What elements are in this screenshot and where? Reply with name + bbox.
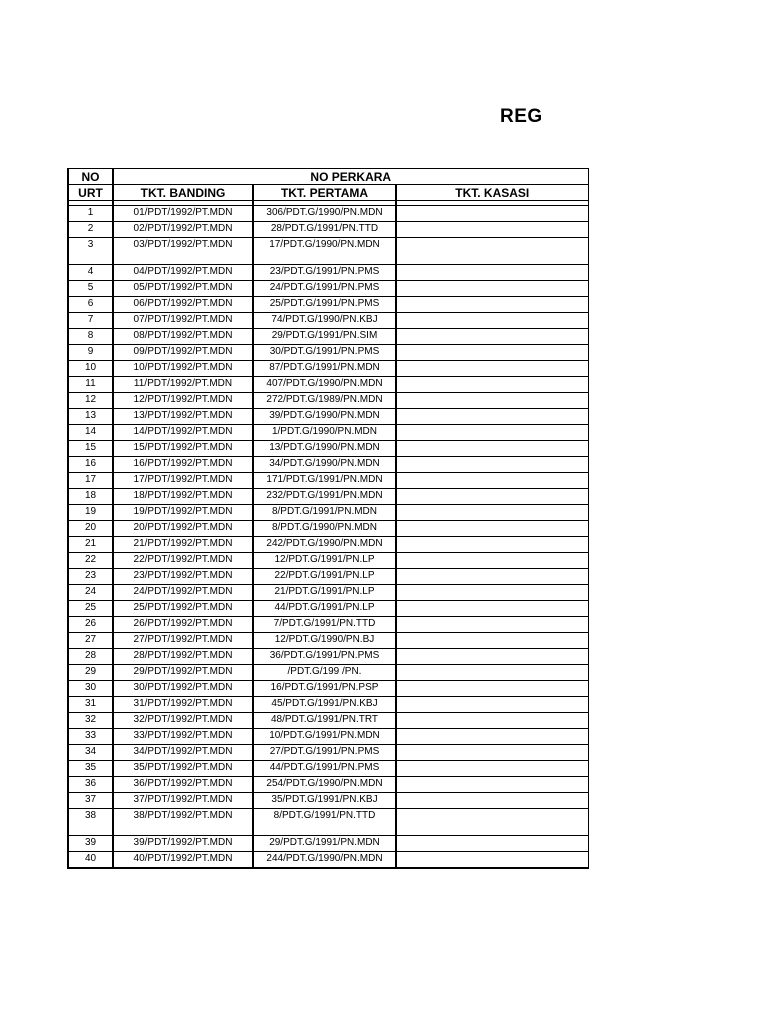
table-row <box>68 729 588 745</box>
row-number-cell: 11 <box>68 377 113 393</box>
table-row <box>68 505 588 521</box>
pertama-number-cell: 7/PDT.G/1991/PN.TTD <box>253 617 396 633</box>
row-number-cell: 37 <box>68 793 113 809</box>
banding-number-cell: 23/PDT/1992/PT.MDN <box>113 569 253 585</box>
pertama-number-cell: 272/PDT.G/1989/PN.MDN <box>253 393 396 409</box>
banding-number-cell: 11/PDT/1992/PT.MDN <box>113 377 253 393</box>
pertama-number-cell: 8/PDT.G/1990/PN.MDN <box>253 521 396 537</box>
pertama-number-cell: 36/PDT.G/1991/PN.PMS <box>253 649 396 665</box>
pertama-number-cell: 16/PDT.G/1991/PN.PSP <box>253 681 396 697</box>
pertama-number-cell: 35/PDT.G/1991/PN.KBJ <box>253 793 396 809</box>
row-number-cell: 13 <box>68 409 113 425</box>
row-number-cell: 23 <box>68 569 113 585</box>
banding-number-cell: 40/PDT/1992/PT.MDN <box>113 852 253 869</box>
pertama-number-cell: 39/PDT.G/1990/PN.MDN <box>253 409 396 425</box>
case-register-table <box>67 168 589 869</box>
kasasi-number-cell <box>396 729 588 745</box>
kasasi-number-cell <box>396 265 588 281</box>
banding-number-cell: 26/PDT/1992/PT.MDN <box>113 617 253 633</box>
banding-number-cell: 31/PDT/1992/PT.MDN <box>113 697 253 713</box>
pertama-number-cell: 24/PDT.G/1991/PN.PMS <box>253 281 396 297</box>
pertama-number-cell: 25/PDT.G/1991/PN.PMS <box>253 297 396 313</box>
banding-number-cell: 09/PDT/1992/PT.MDN <box>113 345 253 361</box>
pertama-number-cell: /PDT.G/199 /PN. <box>253 665 396 681</box>
banding-number-cell: 14/PDT/1992/PT.MDN <box>113 425 253 441</box>
table-row <box>68 761 588 777</box>
kasasi-number-cell <box>396 585 588 601</box>
banding-number-cell: 30/PDT/1992/PT.MDN <box>113 681 253 697</box>
table-row <box>68 265 588 281</box>
pertama-number-cell: 44/PDT.G/1991/PN.PMS <box>253 761 396 777</box>
row-number-cell: 16 <box>68 457 113 473</box>
kasasi-number-cell <box>396 329 588 345</box>
header-tkt-kasasi: TKT. KASASI <box>396 185 588 201</box>
row-number-cell: 8 <box>68 329 113 345</box>
banding-number-cell: 38/PDT/1992/PT.MDN <box>113 809 253 836</box>
kasasi-number-cell <box>396 852 588 869</box>
row-number-cell: 40 <box>68 852 113 869</box>
table-row <box>68 206 588 222</box>
kasasi-number-cell <box>396 409 588 425</box>
pertama-number-cell: 254/PDT.G/1990/PN.MDN <box>253 777 396 793</box>
kasasi-number-cell <box>396 457 588 473</box>
table-row <box>68 777 588 793</box>
kasasi-number-cell <box>396 441 588 457</box>
table-row <box>68 222 588 238</box>
row-number-cell: 34 <box>68 745 113 761</box>
table-row <box>68 238 588 265</box>
table-row <box>68 281 588 297</box>
table-row <box>68 473 588 489</box>
kasasi-number-cell <box>396 281 588 297</box>
row-number-cell: 18 <box>68 489 113 505</box>
table-row <box>68 329 588 345</box>
kasasi-number-cell <box>396 393 588 409</box>
banding-number-cell: 21/PDT/1992/PT.MDN <box>113 537 253 553</box>
pertama-number-cell: 17/PDT.G/1990/PN.MDN <box>253 238 396 265</box>
kasasi-number-cell <box>396 345 588 361</box>
kasasi-number-cell <box>396 697 588 713</box>
table-row <box>68 553 588 569</box>
row-number-cell: 14 <box>68 425 113 441</box>
banding-number-cell: 07/PDT/1992/PT.MDN <box>113 313 253 329</box>
kasasi-number-cell <box>396 222 588 238</box>
row-number-cell: 6 <box>68 297 113 313</box>
table-row <box>68 521 588 537</box>
banding-number-cell: 01/PDT/1992/PT.MDN <box>113 206 253 222</box>
header-no-perkara: NO PERKARA <box>113 169 588 185</box>
kasasi-number-cell <box>396 713 588 729</box>
pertama-number-cell: 30/PDT.G/1991/PN.PMS <box>253 345 396 361</box>
banding-number-cell: 06/PDT/1992/PT.MDN <box>113 297 253 313</box>
kasasi-number-cell <box>396 313 588 329</box>
kasasi-number-cell <box>396 361 588 377</box>
pertama-number-cell: 1/PDT.G/1990/PN.MDN <box>253 425 396 441</box>
pertama-number-cell: 29/PDT.G/1991/PN.MDN <box>253 836 396 852</box>
pertama-number-cell: 87/PDT.G/1991/PN.MDN <box>253 361 396 377</box>
row-number-cell: 31 <box>68 697 113 713</box>
table-row <box>68 489 588 505</box>
kasasi-number-cell <box>396 206 588 222</box>
table-row <box>68 345 588 361</box>
kasasi-number-cell <box>396 745 588 761</box>
row-number-cell: 15 <box>68 441 113 457</box>
row-number-cell: 9 <box>68 345 113 361</box>
pertama-number-cell: 34/PDT.G/1990/PN.MDN <box>253 457 396 473</box>
table-row <box>68 617 588 633</box>
pertama-number-cell: 27/PDT.G/1991/PN.PMS <box>253 745 396 761</box>
banding-number-cell: 32/PDT/1992/PT.MDN <box>113 713 253 729</box>
kasasi-number-cell <box>396 681 588 697</box>
row-number-cell: 4 <box>68 265 113 281</box>
table-row <box>68 361 588 377</box>
kasasi-number-cell <box>396 793 588 809</box>
pertama-number-cell: 13/PDT.G/1990/PN.MDN <box>253 441 396 457</box>
row-number-cell: 10 <box>68 361 113 377</box>
table-row <box>68 681 588 697</box>
banding-number-cell: 03/PDT/1992/PT.MDN <box>113 238 253 265</box>
kasasi-number-cell <box>396 238 588 265</box>
kasasi-number-cell <box>396 665 588 681</box>
pertama-number-cell: 12/PDT.G/1991/PN.LP <box>253 553 396 569</box>
table-row <box>68 649 588 665</box>
row-number-cell: 35 <box>68 761 113 777</box>
pertama-number-cell: 232/PDT.G/1991/PN.MDN <box>253 489 396 505</box>
row-number-cell: 5 <box>68 281 113 297</box>
header-urt: URT <box>68 185 113 201</box>
banding-number-cell: 25/PDT/1992/PT.MDN <box>113 601 253 617</box>
document-title: REG <box>500 106 543 127</box>
row-number-cell: 2 <box>68 222 113 238</box>
banding-number-cell: 05/PDT/1992/PT.MDN <box>113 281 253 297</box>
table-row <box>68 457 588 473</box>
row-number-cell: 20 <box>68 521 113 537</box>
banding-number-cell: 20/PDT/1992/PT.MDN <box>113 521 253 537</box>
kasasi-number-cell <box>396 617 588 633</box>
register-rows <box>68 206 588 869</box>
pertama-number-cell: 21/PDT.G/1991/PN.LP <box>253 585 396 601</box>
row-number-cell: 12 <box>68 393 113 409</box>
banding-number-cell: 13/PDT/1992/PT.MDN <box>113 409 253 425</box>
pertama-number-cell: 306/PDT.G/1990/PN.MDN <box>253 206 396 222</box>
pertama-number-cell: 74/PDT.G/1990/PN.KBJ <box>253 313 396 329</box>
table-row <box>68 393 588 409</box>
pertama-number-cell: 48/PDT.G/1991/PN.TRT <box>253 713 396 729</box>
kasasi-number-cell <box>396 569 588 585</box>
header-tkt-banding: TKT. BANDING <box>113 185 253 201</box>
banding-number-cell: 02/PDT/1992/PT.MDN <box>113 222 253 238</box>
kasasi-number-cell <box>396 537 588 553</box>
table-row <box>68 745 588 761</box>
pertama-number-cell: 8/PDT.G/1991/PN.MDN <box>253 505 396 521</box>
pertama-number-cell: 44/PDT.G/1991/PN.LP <box>253 601 396 617</box>
banding-number-cell: 28/PDT/1992/PT.MDN <box>113 649 253 665</box>
table-row <box>68 697 588 713</box>
kasasi-number-cell <box>396 777 588 793</box>
header-no: NO <box>68 169 113 185</box>
kasasi-number-cell <box>396 473 588 489</box>
kasasi-number-cell <box>396 761 588 777</box>
banding-number-cell: 36/PDT/1992/PT.MDN <box>113 777 253 793</box>
row-number-cell: 28 <box>68 649 113 665</box>
banding-number-cell: 29/PDT/1992/PT.MDN <box>113 665 253 681</box>
row-number-cell: 21 <box>68 537 113 553</box>
banding-number-cell: 24/PDT/1992/PT.MDN <box>113 585 253 601</box>
table-row <box>68 793 588 809</box>
table-row <box>68 809 588 836</box>
banding-number-cell: 08/PDT/1992/PT.MDN <box>113 329 253 345</box>
pertama-number-cell: 407/PDT.G/1990/PN.MDN <box>253 377 396 393</box>
banding-number-cell: 37/PDT/1992/PT.MDN <box>113 793 253 809</box>
kasasi-number-cell <box>396 809 588 836</box>
row-number-cell: 3 <box>68 238 113 265</box>
row-number-cell: 7 <box>68 313 113 329</box>
banding-number-cell: 04/PDT/1992/PT.MDN <box>113 265 253 281</box>
row-number-cell: 17 <box>68 473 113 489</box>
pertama-number-cell: 23/PDT.G/1991/PN.PMS <box>253 265 396 281</box>
row-number-cell: 26 <box>68 617 113 633</box>
kasasi-number-cell <box>396 489 588 505</box>
pertama-number-cell: 242/PDT.G/1990/PN.MDN <box>253 537 396 553</box>
kasasi-number-cell <box>396 601 588 617</box>
banding-number-cell: 15/PDT/1992/PT.MDN <box>113 441 253 457</box>
row-number-cell: 1 <box>68 206 113 222</box>
kasasi-number-cell <box>396 377 588 393</box>
table-row <box>68 441 588 457</box>
pertama-number-cell: 8/PDT.G/1991/PN.TTD <box>253 809 396 836</box>
row-number-cell: 19 <box>68 505 113 521</box>
row-number-cell: 27 <box>68 633 113 649</box>
row-number-cell: 24 <box>68 585 113 601</box>
kasasi-number-cell <box>396 553 588 569</box>
table-row <box>68 713 588 729</box>
pertama-number-cell: 10/PDT.G/1991/PN.MDN <box>253 729 396 745</box>
banding-number-cell: 18/PDT/1992/PT.MDN <box>113 489 253 505</box>
table-row <box>68 601 588 617</box>
header-tkt-pertama: TKT. PERTAMA <box>253 185 396 201</box>
banding-number-cell: 10/PDT/1992/PT.MDN <box>113 361 253 377</box>
pertama-number-cell: 45/PDT.G/1991/PN.KBJ <box>253 697 396 713</box>
banding-number-cell: 22/PDT/1992/PT.MDN <box>113 553 253 569</box>
row-number-cell: 39 <box>68 836 113 852</box>
table-row <box>68 633 588 649</box>
banding-number-cell: 12/PDT/1992/PT.MDN <box>113 393 253 409</box>
banding-number-cell: 33/PDT/1992/PT.MDN <box>113 729 253 745</box>
banding-number-cell: 35/PDT/1992/PT.MDN <box>113 761 253 777</box>
table-row <box>68 836 588 852</box>
row-number-cell: 36 <box>68 777 113 793</box>
table-row <box>68 569 588 585</box>
table-row <box>68 537 588 553</box>
row-number-cell: 32 <box>68 713 113 729</box>
kasasi-number-cell <box>396 649 588 665</box>
kasasi-number-cell <box>396 425 588 441</box>
banding-number-cell: 19/PDT/1992/PT.MDN <box>113 505 253 521</box>
kasasi-number-cell <box>396 505 588 521</box>
table-row <box>68 409 588 425</box>
banding-number-cell: 39/PDT/1992/PT.MDN <box>113 836 253 852</box>
banding-number-cell: 34/PDT/1992/PT.MDN <box>113 745 253 761</box>
pertama-number-cell: 22/PDT.G/1991/PN.LP <box>253 569 396 585</box>
pertama-number-cell: 29/PDT.G/1991/PN.SIM <box>253 329 396 345</box>
kasasi-number-cell <box>396 521 588 537</box>
pertama-number-cell: 12/PDT.G/1990/PN.BJ <box>253 633 396 649</box>
table-row <box>68 585 588 601</box>
kasasi-number-cell <box>396 633 588 649</box>
kasasi-number-cell <box>396 297 588 313</box>
pertama-number-cell: 244/PDT.G/1990/PN.MDN <box>253 852 396 869</box>
banding-number-cell: 17/PDT/1992/PT.MDN <box>113 473 253 489</box>
banding-number-cell: 16/PDT/1992/PT.MDN <box>113 457 253 473</box>
kasasi-number-cell <box>396 836 588 852</box>
row-number-cell: 33 <box>68 729 113 745</box>
table-row <box>68 852 588 869</box>
row-number-cell: 29 <box>68 665 113 681</box>
row-number-cell: 38 <box>68 809 113 836</box>
row-number-cell: 30 <box>68 681 113 697</box>
row-number-cell: 25 <box>68 601 113 617</box>
banding-number-cell: 27/PDT/1992/PT.MDN <box>113 633 253 649</box>
pertama-number-cell: 28/PDT.G/1991/PN.TTD <box>253 222 396 238</box>
table-row <box>68 313 588 329</box>
pertama-number-cell: 171/PDT.G/1991/PN.MDN <box>253 473 396 489</box>
table-row <box>68 665 588 681</box>
table-row <box>68 377 588 393</box>
table-row <box>68 425 588 441</box>
row-number-cell: 22 <box>68 553 113 569</box>
table-row <box>68 297 588 313</box>
